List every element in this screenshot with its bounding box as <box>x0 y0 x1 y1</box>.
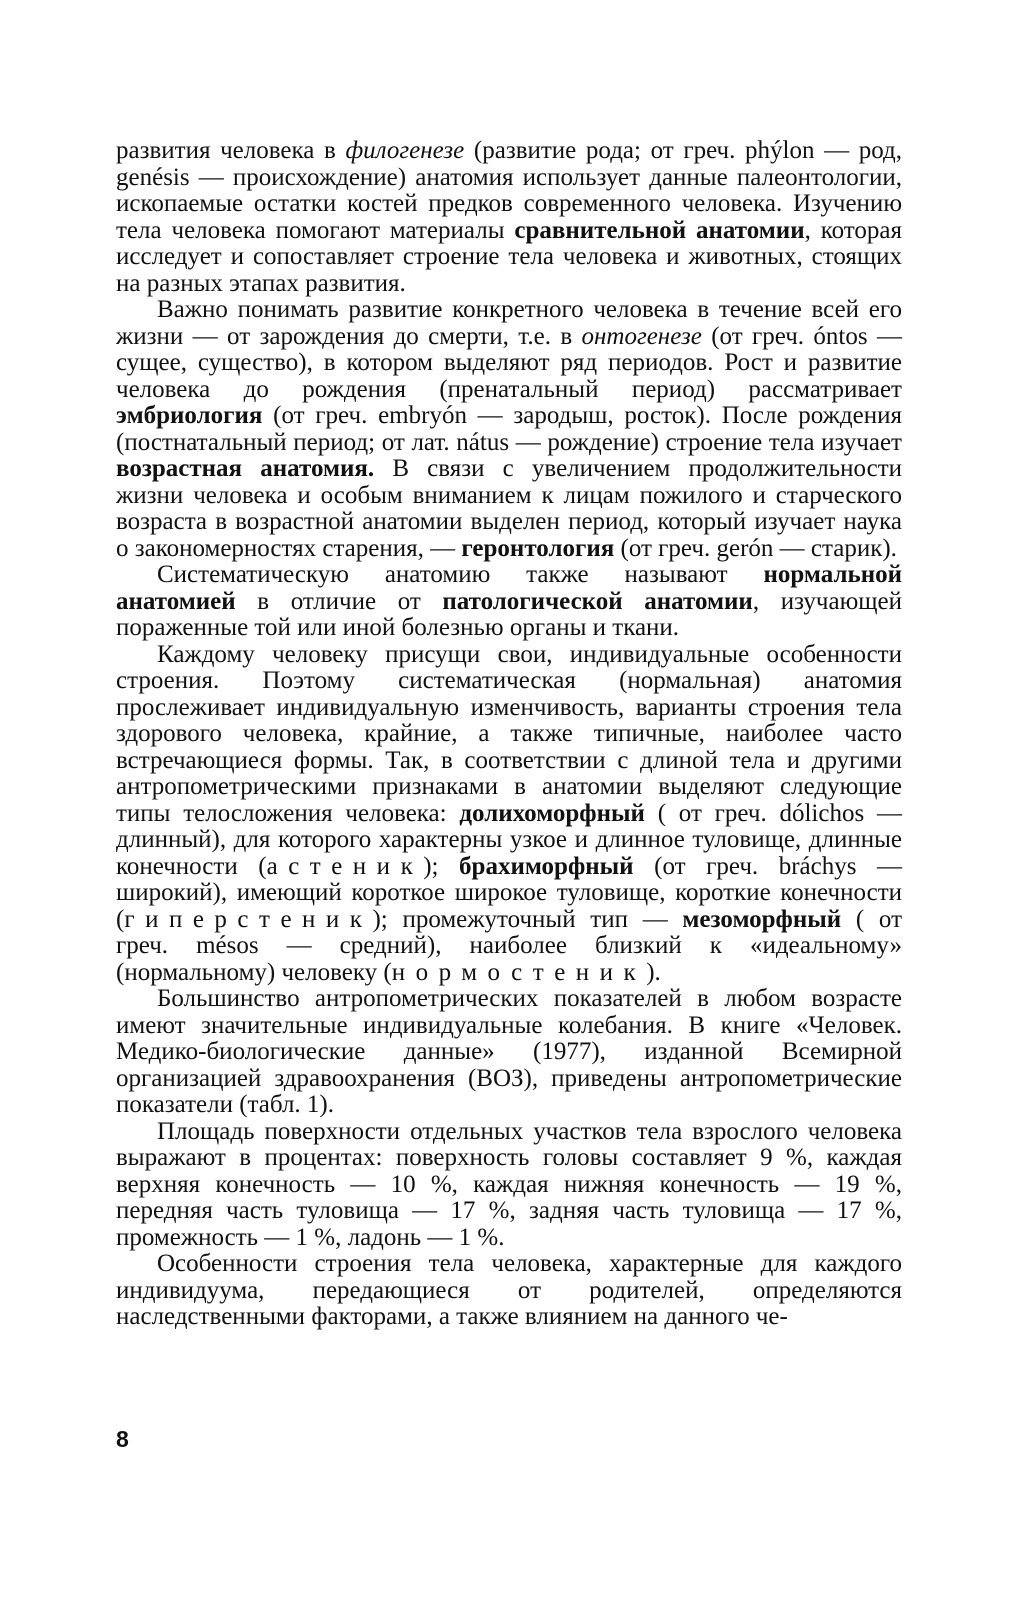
text-segment: (от греч. gerón — старик). <box>614 534 897 562</box>
text-segment: , которая исследует и сопоставляет строение тела человека и животных, стоящих на разных этапах развития. <box>116 216 902 297</box>
text-segment: Особенности строения тела человека, характерные для каждого индивидуума, передающиеся от родителей, определяются наследственными факторами, а также влиянием на данного че- <box>116 1250 902 1330</box>
text-segment: ( от греч. mésos — средний), наиболее близкий к «идеальному» (нормальному) человеку ( <box>116 905 903 986</box>
paragraph-heredity <box>116 1251 902 1331</box>
text-segment: (развитие рода; от греч. phýlon — род, genésis — происхождение) анатомия использует данные палеонтологии, ископаемые остатки костей предков современного человека. Изучению тела человека помогают материалы <box>116 137 902 244</box>
text-segment: (от греч. embryón — зародыш, росток). После рождения (постнатальный период; от лат. nátus — рождение) строение тела изучает <box>116 402 902 456</box>
paragraph-surface-area <box>116 1119 902 1252</box>
term-hypersthenic: гиперстеник <box>124 905 373 933</box>
term-gerontology: геронтология <box>461 534 615 562</box>
text-segment: в отличие от <box>235 587 443 615</box>
term-asthenic: астеник <box>266 852 424 880</box>
paragraph-body-types <box>116 642 902 987</box>
text-segment: (от греч. óntos — сущее, существо), в котором выделяют ряд периодов. Рост и развитие человека до рождения (пренатальный период) рассматривает <box>116 322 902 403</box>
term-phylogenesis: филогенезе <box>345 137 465 164</box>
text-segment: ); <box>423 852 460 880</box>
text-segment: развития человека в <box>116 137 346 164</box>
term-embryology: эмбриология <box>116 402 263 429</box>
paragraph-phylogenesis <box>116 138 902 297</box>
text-segment: Площадь поверхности отдельных участков тела взрослого человека выражают в процентах: поверхность головы составляет 9 %, каждая верхняя конечность — 10 %, каждая нижняя конечность — 19 %, передняя часть туловища — 17 %, задняя часть туловища — 17 %, промежность — 1 %, ладонь — 1 %. <box>116 1117 902 1251</box>
term-pathological-anatomy: патологической анатомии <box>442 587 753 615</box>
paragraph-ontogenesis <box>116 297 902 562</box>
page-body <box>116 138 902 1331</box>
term-normosthenic: нормостеник <box>391 958 647 986</box>
paragraph-normal-anatomy <box>116 562 902 642</box>
text-segment: Каждому человеку присущи свои, индивидуальные особенности строения. Поэтому систематическая (нормальная) анатомия прослеживает индивидуальную изменчивость, варианты строения тела здорового человека, крайние, а также типичные, наиболее часто встречающиеся формы. Так, в соответствии с длиной тела и другими антропометрическими признаками в анатомии выделяют следующие типы телосложения человека: <box>116 640 902 827</box>
term-brachymorphic: брахиморфный <box>459 852 634 880</box>
term-dolichomorphic: долихоморфный <box>459 799 645 827</box>
text-segment: (от греч. bráchys — широкий), имеющий короткое широкое туловище, короткие конечности ( <box>116 852 903 933</box>
term-normal-anatomy: нормальной анатомией <box>116 561 902 615</box>
page-number: 8 <box>116 1426 129 1452</box>
text-segment: ); промежуточный тип — <box>372 905 683 933</box>
term-mesomorphic: мезоморфный <box>682 905 842 933</box>
text-segment: ( от греч. dólichos — длинный), для которого характерны узкое и длинное туловище, длинные конечности ( <box>116 799 902 880</box>
term-age-anatomy: возрастная анатомия. <box>116 455 375 482</box>
text-segment: В связи с увеличением продолжительности жизни человека и особым вниманием к лицам пожилого и старческого возраста в возрастной анатомии выделен период, который изучает наука о закономерностях старения, — <box>116 455 902 562</box>
paragraph-anthropometric <box>116 986 902 1119</box>
text-segment: , изучающей пораженные той или иной болезнью органы и ткани. <box>116 587 902 641</box>
text-segment: Важно понимать развитие конкретного человека в течение всей его жизни — от зарождения до смерти, т.е. в <box>116 296 902 350</box>
text-segment: ). <box>646 958 661 986</box>
text-segment: Систематическую анатомию также называют <box>157 561 764 588</box>
text-segment: Большинство антропометрических показателей в любом возрасте имеют значительные индивидуальные колебания. В книге «Человек. Медико-биологические данные» (1977), изданной Всемирной организацией здравоохранения (ВОЗ), приведены антропометрические показатели (табл. 1). <box>116 985 902 1118</box>
term-comparative-anatomy: сравнительной анатомии <box>514 216 805 244</box>
term-ontogenesis: онтогенезе <box>581 322 702 350</box>
